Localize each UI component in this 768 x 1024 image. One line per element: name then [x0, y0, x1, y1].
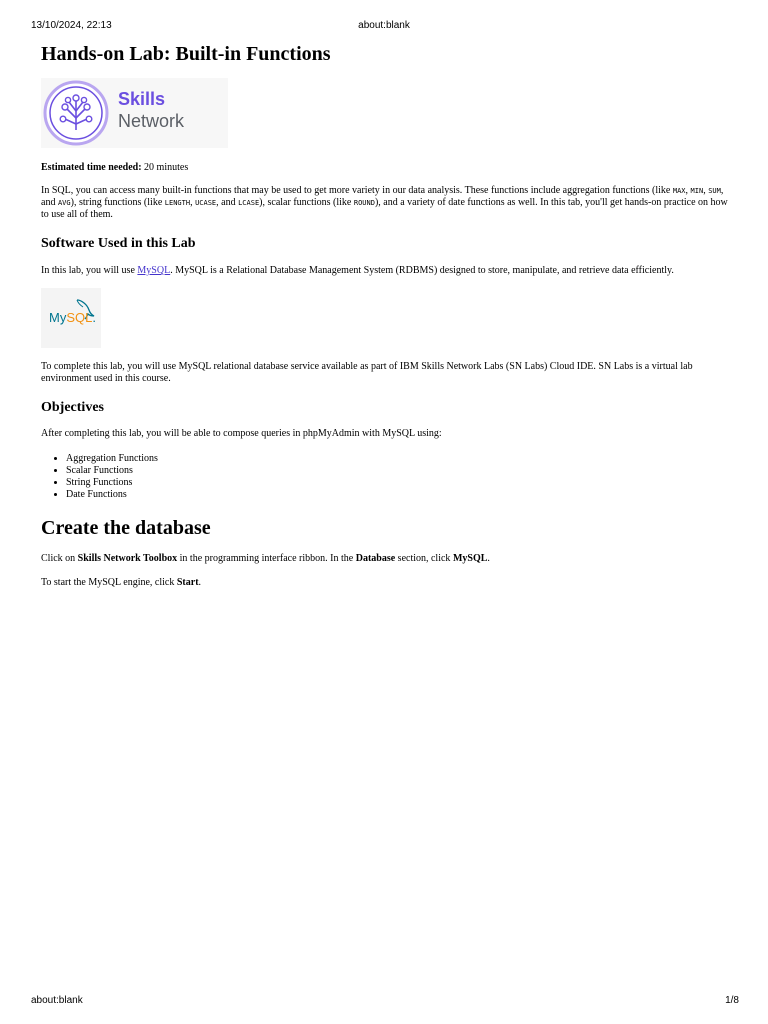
- start-instruction: To start the MySQL engine, click Start.: [41, 577, 202, 588]
- database-label: Database: [355, 553, 396, 564]
- code-sum: SUM: [708, 187, 721, 195]
- code-min: MIN: [690, 187, 704, 195]
- logo-word-skills: Skills: [118, 89, 166, 109]
- list-item: • Aggregation Functions: [66, 453, 731, 465]
- skills-network-logo: [41, 78, 228, 148]
- complete-paragraph: To complete this lab, you will use MySQL relational database service available as part of IBM Skills Network Labs (SN Labs) Cloud IDE. SN Labs is a virtual lab environment used in this course.: [41, 361, 693, 384]
- mysql-logo-text: MySQL.: [49, 310, 96, 325]
- code-max: MAX: [672, 187, 686, 195]
- code-length: LENGTH: [164, 199, 191, 207]
- software-paragraph: In this lab, you will use MySQL. MySQL is a Relational Database Management System (RDBMS) designed to store, manipulate, and retrieve data efficiently.: [41, 265, 674, 276]
- click-instruction: Click on Skills Network Toolbox in the programming interface ribbon. In the Database section, click MySQL.: [41, 553, 490, 564]
- estimated-time: [41, 162, 731, 174]
- list-item: • String Functions: [66, 477, 731, 489]
- skills-network-tree-icon: [41, 78, 111, 148]
- logo-word-network: Network: [118, 111, 185, 131]
- mysql-label: MySQL: [452, 553, 488, 564]
- list-item: • Scalar Functions: [66, 465, 731, 477]
- objectives-list: [41, 453, 731, 501]
- print-url: about:blank: [358, 20, 410, 31]
- software-heading: Software Used in this Lab: [41, 236, 196, 251]
- intro-paragraph: In SQL, you can access many built-in functions that may be used to get more variety in our data analysis. These functions include aggregation functions (like MAX, MIN, SUM, and AVG), string functions (like LENGTH, UCASE, and LCASE), scalar functions (like ROUND), and a variety of date functions as well. In this tab, you'll get hands-on practice on how to use all of them.: [41, 185, 728, 220]
- code-lcase: LCASE: [238, 199, 260, 207]
- print-footer: [0, 995, 768, 1009]
- code-avg: AVG: [57, 199, 71, 207]
- create-database-heading: Create the database: [41, 517, 211, 539]
- document-content: [41, 40, 731, 589]
- mysql-logo: [41, 288, 101, 348]
- estimated-time-value: 20 minutes: [141, 162, 189, 173]
- list-item: • Date Functions: [66, 489, 731, 501]
- print-datetime: 13/10/2024, 22:13: [31, 20, 112, 31]
- estimated-time-label: Estimated time needed:: [41, 162, 142, 173]
- page-title: Hands-on Lab: Built-in Functions: [41, 43, 331, 65]
- footer-url: about:blank: [31, 995, 83, 1006]
- objectives-heading: Objectives: [41, 400, 104, 415]
- code-round: ROUND: [353, 199, 375, 207]
- code-ucase: UCASE: [195, 199, 217, 207]
- print-header: [0, 20, 768, 34]
- page-number: 1/8: [725, 995, 739, 1006]
- objectives-intro: After completing this lab, you will be able to compose queries in phpMyAdmin with MySQL using:: [41, 428, 442, 439]
- start-label: Start: [176, 577, 199, 588]
- mysql-link[interactable]: MySQL: [137, 265, 171, 276]
- toolbox-label: Skills Network Toolbox: [77, 553, 178, 564]
